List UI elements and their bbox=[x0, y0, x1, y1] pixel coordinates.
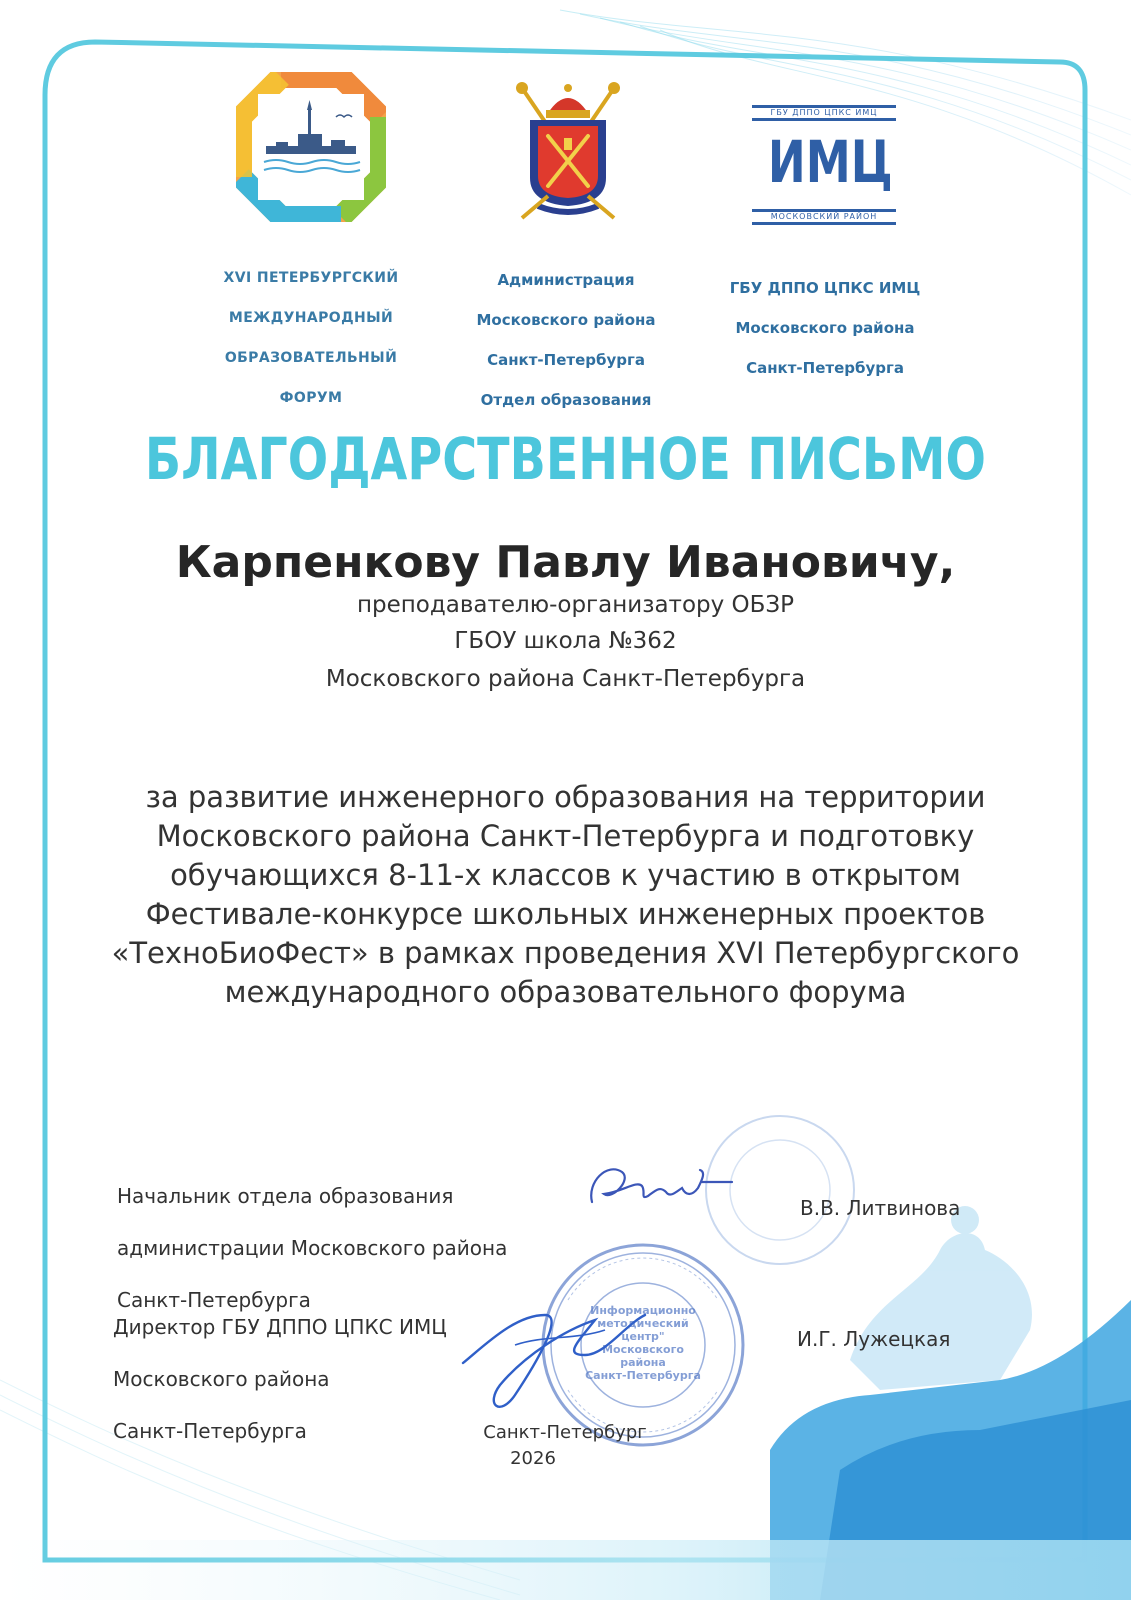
imc-logo-bottom-text: МОСКОВСКИЙ РАЙОН bbox=[752, 209, 896, 225]
forum-caption-line: ФОРУМ bbox=[279, 390, 343, 406]
admin-caption-line: Санкт-Петербурга bbox=[487, 351, 645, 369]
stamp-line: района bbox=[620, 1356, 666, 1369]
imc-caption-line: Санкт-Петербурга bbox=[746, 359, 904, 377]
signer-name-2: И.Г. Лужецкая bbox=[797, 1327, 951, 1351]
imc-logo bbox=[752, 105, 896, 230]
signature-2 bbox=[455, 1285, 655, 1425]
signer-title-line: Директор ГБУ ДППО ЦПКС ИМЦ bbox=[113, 1315, 447, 1339]
document-title: БЛАГОДАРСТВЕННОЕ ПИСЬМО bbox=[144, 425, 986, 493]
forum-caption-line: МЕЖДУНАРОДНЫЙ bbox=[228, 310, 394, 326]
signer-title-line: Санкт-Петербурга bbox=[113, 1419, 307, 1443]
signature-1 bbox=[582, 1152, 752, 1222]
signer-title-line: Санкт-Петербурга bbox=[117, 1288, 311, 1312]
forum-caption bbox=[196, 248, 426, 428]
forum-caption-line: XVI ПЕТЕРБУРГСКИЙ bbox=[223, 270, 399, 286]
reason-line: Фестивале-конкурсе школьных инженерных проектов bbox=[145, 897, 986, 931]
signer-title-line: Начальник отдела образования bbox=[117, 1184, 454, 1208]
admin-caption bbox=[446, 250, 686, 430]
signer-title-line: Московского района bbox=[113, 1367, 330, 1391]
reason-line: за развитие инженерного образования на территории bbox=[145, 780, 986, 814]
stamp-line: Санкт-Петербурга bbox=[585, 1369, 701, 1382]
signer-name-1: В.В. Литвинова bbox=[800, 1196, 961, 1220]
admin-caption-line: Отдел образования bbox=[480, 391, 652, 409]
crown-icon bbox=[546, 84, 590, 118]
gratitude-reason bbox=[0, 778, 1131, 1012]
stamp-line: Московского bbox=[602, 1343, 684, 1356]
reason-line: Московского района Санкт-Петербурга и подготовку bbox=[156, 819, 975, 853]
recipient-school: ГБОУ школа №362 bbox=[454, 628, 677, 654]
signer-title-2 bbox=[113, 1288, 447, 1470]
reason-line: «ТехноБиоФест» в рамках проведения XVI Петербургского bbox=[111, 936, 1020, 970]
imc-caption-line: ГБУ ДППО ЦПКС ИМЦ bbox=[729, 279, 921, 297]
admin-caption-line: Администрация bbox=[497, 271, 635, 289]
signer-title-line: администрации Московского района bbox=[117, 1236, 508, 1260]
recipient-district: Московского района Санкт-Петербурга bbox=[325, 666, 806, 692]
admin-caption-line: Московского района bbox=[476, 311, 656, 329]
reason-line: международного образовательного форума bbox=[224, 975, 907, 1009]
stamp-line: Информационно bbox=[590, 1304, 696, 1317]
recipient-name: Карпенкову Павлу Ивановичу, bbox=[175, 537, 956, 588]
recipient-position: преподавателю-организатору ОБЗР bbox=[356, 592, 795, 618]
imc-logo-top-text: ГБУ ДППО ЦПКС ИМЦ bbox=[752, 105, 896, 121]
imc-logo-letters: ИМЦ bbox=[767, 128, 893, 196]
imc-caption bbox=[700, 258, 950, 398]
bronze-horseman-silhouette bbox=[850, 1206, 1032, 1390]
stamp-line: центр" bbox=[621, 1330, 665, 1343]
forum-logo bbox=[236, 72, 386, 222]
imc-caption-line: Московского района bbox=[735, 319, 915, 337]
place-year: 2026 bbox=[510, 1448, 556, 1469]
reason-line: обучающихся 8-11-х классов к участию в открытом bbox=[170, 858, 961, 892]
stamp-line: методический bbox=[597, 1317, 689, 1330]
coat-of-arms-icon bbox=[508, 78, 628, 223]
place-city: Санкт-Петербург bbox=[483, 1422, 647, 1443]
forum-caption-line: ОБРАЗОВАТЕЛЬНЫЙ bbox=[224, 350, 398, 366]
